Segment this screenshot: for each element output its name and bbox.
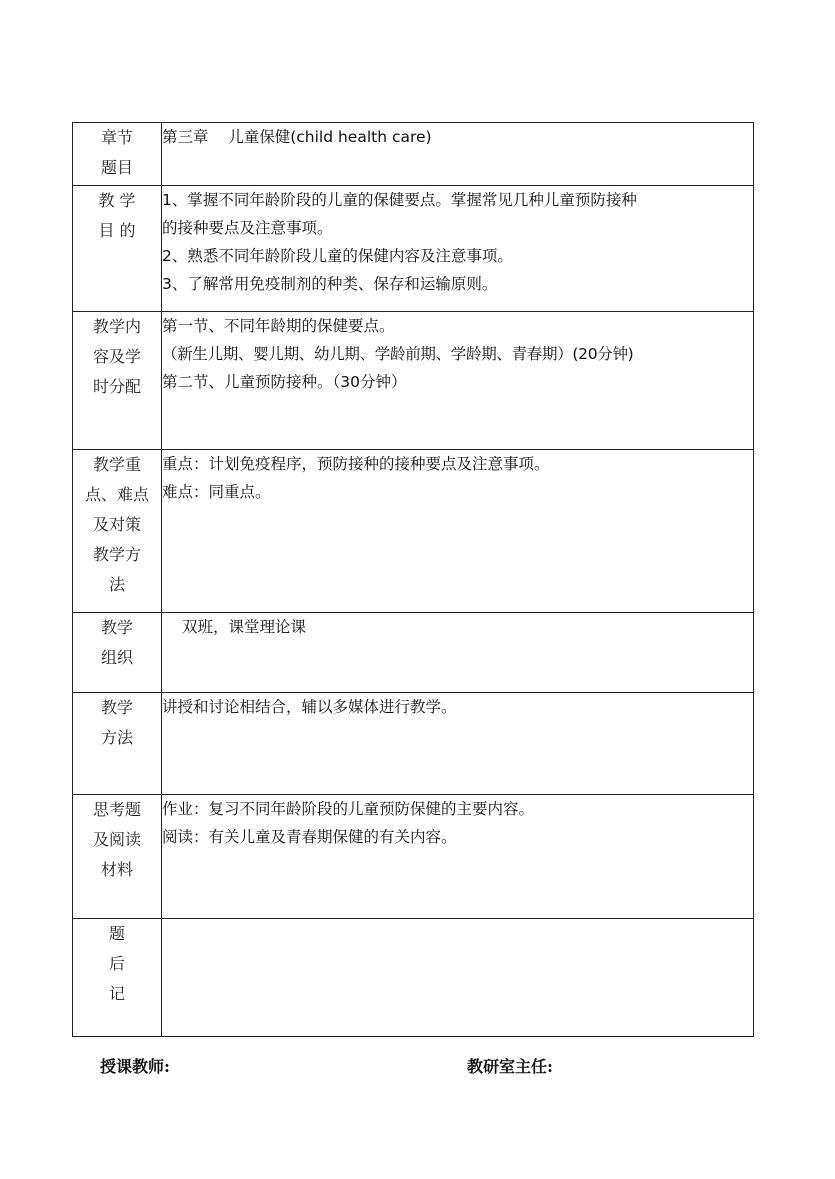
- label-line: 题目: [100, 158, 133, 177]
- content-line: 1、掌握不同年龄阶段的儿童的保健要点。掌握常见几种儿童预防接种: [162, 191, 637, 209]
- row-label: [73, 919, 162, 1037]
- row-teaching-method: [73, 693, 754, 795]
- row-teaching-objectives: [73, 186, 754, 312]
- label-line: 教学方: [92, 545, 141, 564]
- content-line: 难点：同重点。: [162, 483, 271, 501]
- label-line: 思考题: [92, 800, 141, 819]
- content-line: 作业：复习不同年龄阶段的儿童预防保健的主要内容。: [162, 800, 535, 818]
- label-line: 教 学: [98, 191, 136, 210]
- content-line: 重点：计划免疫程序，预防接种的接种要点及注意事项。: [162, 455, 550, 473]
- content-line: 第二节、儿童预防接种。（30分钟）: [162, 373, 407, 391]
- content-line: 第一节、不同年龄期的保健要点。: [162, 317, 395, 335]
- label-line: 及阅读: [92, 830, 141, 849]
- row-post-lesson-notes: [73, 919, 754, 1037]
- row-content-empty: [162, 919, 754, 1037]
- label-line: 方法: [100, 728, 133, 747]
- row-chapter-title: [73, 123, 754, 186]
- content-line: 阅读：有关儿童及青春期保健的有关内容。: [162, 828, 457, 846]
- lesson-plan-sheet: [72, 122, 754, 1037]
- row-label: [73, 693, 162, 795]
- content-line: 讲授和讨论相结合，辅以多媒体进行教学。: [162, 698, 457, 716]
- label-line: 题: [108, 924, 125, 943]
- content-line: 的接种要点及注意事项。: [162, 219, 333, 237]
- label-line: 教学重: [92, 455, 141, 474]
- label-line: 法: [108, 575, 125, 594]
- content-line: 第三章 儿童保健(child health care): [162, 128, 432, 146]
- content-line: 2、熟悉不同年龄阶段儿童的保健内容及注意事项。: [162, 247, 513, 265]
- label-line: 点、难点: [84, 485, 149, 504]
- lesson-plan-table: [72, 122, 754, 1037]
- label-line: 材料: [100, 860, 133, 879]
- label-line: 章节: [100, 128, 133, 147]
- row-label: [73, 186, 162, 312]
- label-line: 容及学: [92, 347, 141, 366]
- content-line: 3、了解常用免疫制剂的种类、保存和运输原则。: [162, 275, 498, 293]
- label-line: 后: [108, 954, 125, 973]
- row-content: [162, 693, 754, 795]
- row-teaching-organization: [73, 613, 754, 693]
- row-label: [73, 450, 162, 613]
- row-content: [162, 450, 754, 613]
- label-line: 目 的: [98, 221, 136, 240]
- row-content: [162, 613, 754, 693]
- content-line: 双班，课堂理论课: [182, 618, 307, 636]
- director-label: 教研室主任:: [467, 1057, 553, 1076]
- row-content: [162, 795, 754, 919]
- label-line: 时分配: [92, 377, 141, 396]
- row-content: [162, 123, 754, 186]
- row-content-allocation: [73, 312, 754, 450]
- label-line: 教学: [100, 618, 133, 637]
- row-label: [73, 613, 162, 693]
- row-key-points: [73, 450, 754, 613]
- label-line: 教学内: [92, 317, 141, 336]
- content-line: （新生儿期、婴儿期、幼儿期、学龄前期、学龄期、青春期）(20分钟): [162, 345, 634, 363]
- label-line: 及对策: [92, 515, 141, 534]
- row-label: [73, 795, 162, 919]
- row-label: [73, 123, 162, 186]
- row-homework-reading: [73, 795, 754, 919]
- label-line: 记: [108, 984, 125, 1003]
- label-line: 教学: [100, 698, 133, 717]
- row-label: [73, 312, 162, 450]
- row-content: [162, 186, 754, 312]
- label-line: 组织: [100, 648, 133, 667]
- teacher-label: 授课教师:: [100, 1057, 170, 1076]
- row-content: [162, 312, 754, 450]
